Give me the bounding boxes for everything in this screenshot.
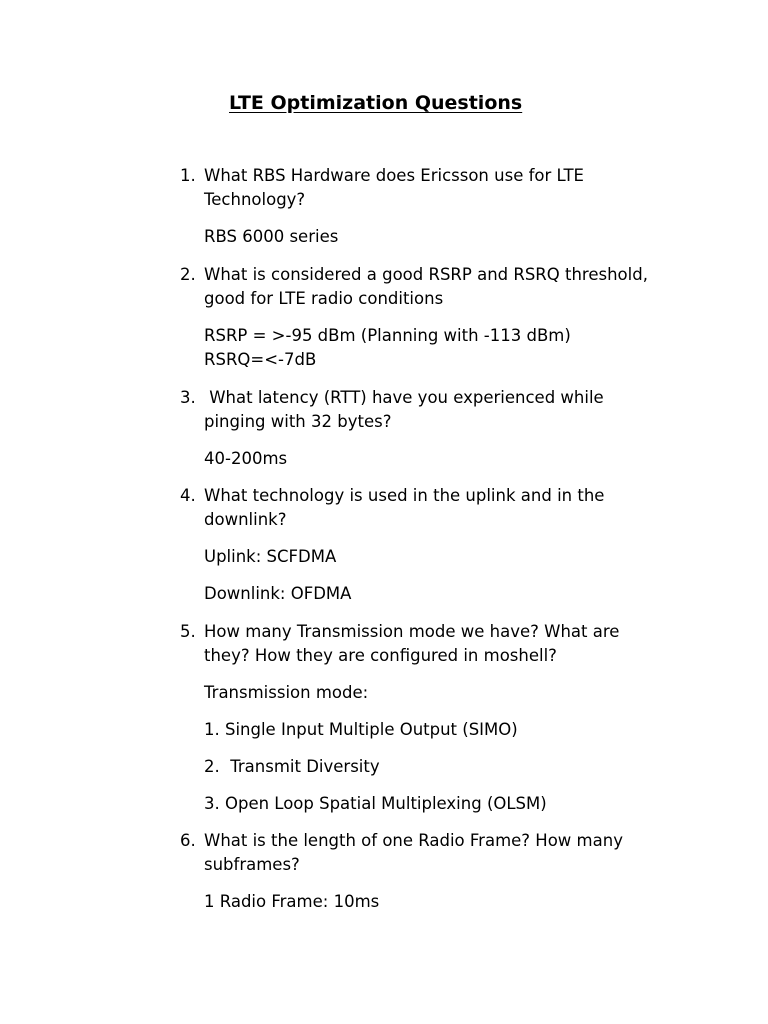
question-text: good for LTE radio conditions	[204, 289, 444, 308]
item-number: 4.	[180, 486, 196, 505]
question-text: What RBS Hardware does Ericsson use for LTE	[204, 166, 584, 185]
item-number: 3.	[180, 388, 196, 407]
answer-text: 3. Open Loop Spatial Multiplexing (OLSM)	[204, 794, 547, 813]
question-text: What is considered a good RSRP and RSRQ threshold,	[204, 265, 648, 284]
answer-text: 40-200ms	[204, 449, 288, 468]
item-number: 2.	[180, 265, 196, 284]
answer-text: Transmission mode:	[204, 683, 369, 702]
answer-text: 2. Transmit Diversity	[204, 757, 380, 776]
answer-text: RSRQ=<-7dB	[204, 350, 317, 369]
question-text: How many Transmission mode we have? What are	[204, 622, 620, 641]
item-number: 1.	[180, 166, 196, 185]
question-text: downlink?	[204, 510, 287, 529]
answer-text: Downlink: OFDMA	[204, 584, 352, 603]
answer-text: 1 Radio Frame: 10ms	[204, 892, 380, 911]
answer-text: RSRP = >-95 dBm (Planning with -113 dBm)	[204, 326, 571, 345]
document-title: LTE Optimization Questions	[229, 92, 523, 114]
question-text: subframes?	[204, 855, 300, 874]
question-text: Technology?	[204, 190, 306, 209]
question-text: What is the length of one Radio Frame? How many	[204, 831, 623, 850]
item-number: 6.	[180, 831, 196, 850]
answer-text: Uplink: SCFDMA	[204, 547, 337, 566]
question-text: What latency (RTT) have you experienced while	[204, 388, 604, 407]
question-text: pinging with 32 bytes?	[204, 412, 392, 431]
answer-text: 1. Single Input Multiple Output (SIMO)	[204, 720, 518, 739]
answer-text: RBS 6000 series	[204, 227, 339, 246]
question-text: they? How they are configured in moshell?	[204, 646, 557, 665]
question-text: What technology is used in the uplink and in the	[204, 486, 605, 505]
item-number: 5.	[180, 622, 196, 641]
